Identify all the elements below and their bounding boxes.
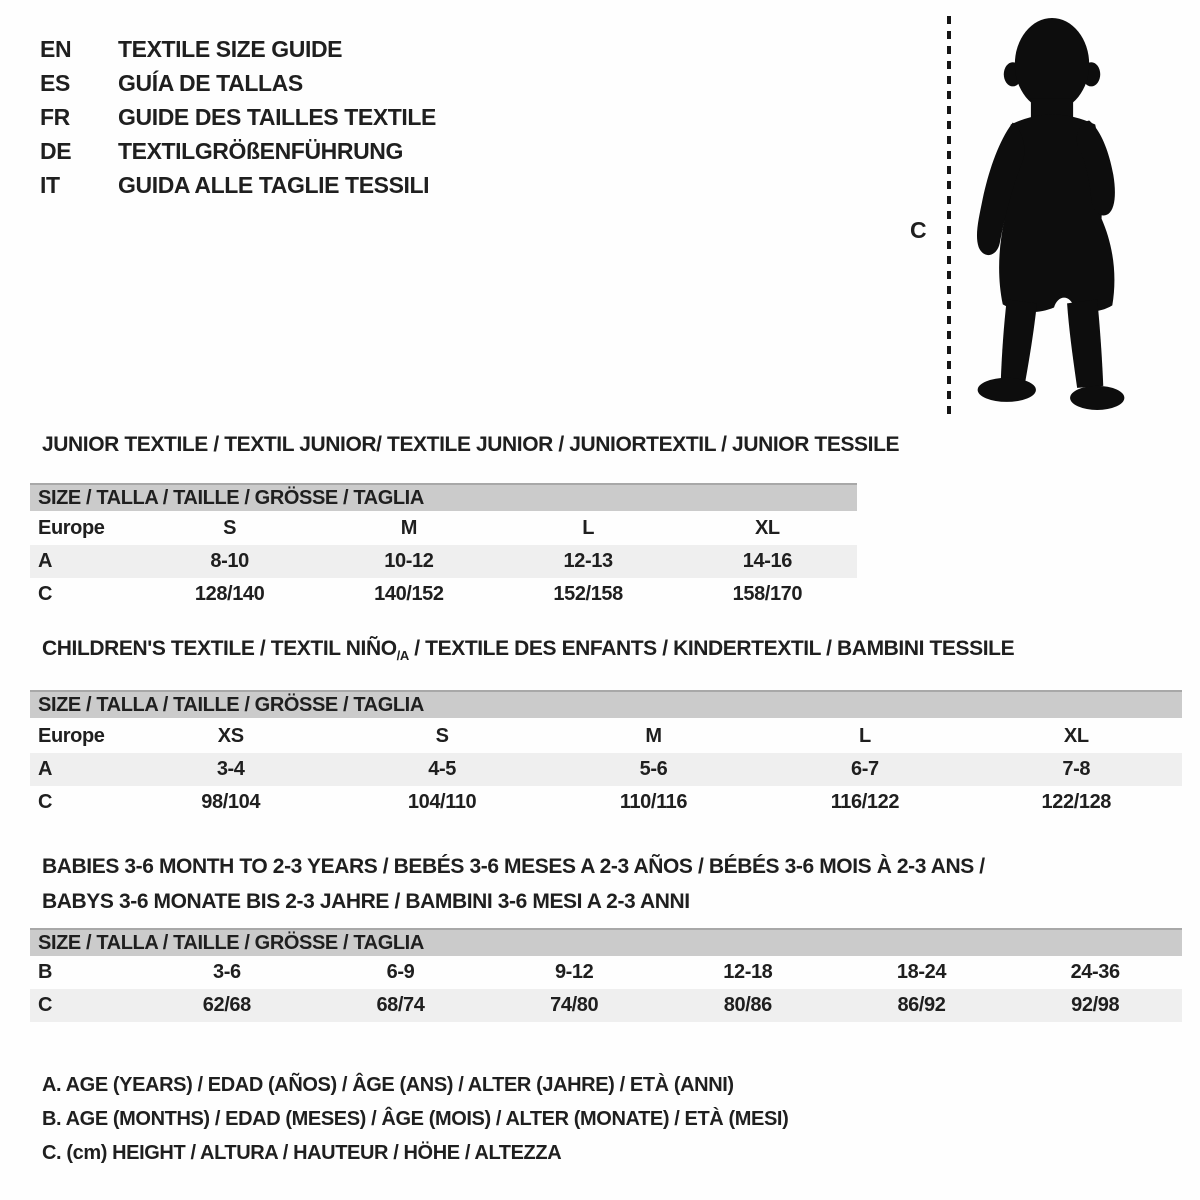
table-cell: 152/158	[553, 583, 623, 605]
junior-size-header: SIZE / TALLA / TAILLE / GRÖSSE / TAGLIA	[30, 483, 857, 511]
table-cell: 140/152	[374, 583, 444, 605]
children-size-header: SIZE / TALLA / TAILLE / GRÖSSE / TAGLIA	[30, 690, 1182, 718]
table-row	[30, 720, 1182, 753]
table-cell: 98/104	[201, 791, 261, 813]
row-label: C	[38, 994, 53, 1016]
language-code: ES	[40, 69, 70, 96]
babies-size-header: SIZE / TALLA / TAILLE / GRÖSSE / TAGLIA	[30, 928, 1182, 956]
table-cell: 122/128	[1041, 791, 1112, 813]
table-cell: S	[435, 725, 449, 747]
guide-title: GUIDA ALLE TAGLIE TESSILI	[118, 171, 430, 198]
junior-section-title: JUNIOR TEXTILE / TEXTIL JUNIOR/ TEXTILE JUNIOR / JUNIORTEXTIL / JUNIOR TESSILE	[42, 433, 900, 456]
table-cell: 24-36	[1070, 961, 1120, 983]
table-cell: 128/140	[194, 583, 265, 605]
junior-size-table	[30, 512, 857, 611]
table-row	[30, 989, 1182, 1022]
language-row	[40, 134, 436, 168]
table-cell: 74/80	[550, 994, 599, 1016]
table-cell: XL	[754, 517, 780, 539]
legend-line-height: C. (cm) HEIGHT / ALTURA / HAUTEUR / HÖHE / ALTEZZA	[42, 1141, 562, 1164]
legend-line-age-years: A. AGE (YEARS) / EDAD (AÑOS) / ÂGE (ANS) / ALTER (JAHRE) / ETÀ (ANNI)	[42, 1073, 734, 1096]
language-row	[40, 32, 436, 66]
guide-title: GUÍA DE TALLAS	[118, 69, 303, 96]
table-cell: 6-7	[851, 758, 879, 780]
table-cell: L	[858, 725, 871, 747]
table-cell: M	[645, 725, 662, 747]
table-cell: 9-12	[554, 961, 594, 983]
row-label: C	[38, 791, 53, 813]
table-cell: 5-6	[639, 758, 668, 780]
table-cell: 12-13	[563, 550, 613, 572]
babies-section-title	[42, 849, 985, 919]
table-cell: 7-8	[1062, 758, 1091, 780]
guide-title: GUIDE DES TAILLES TEXTILE	[118, 103, 436, 130]
table-cell: 92/98	[1071, 994, 1120, 1016]
row-label: B	[38, 961, 53, 983]
table-cell: 62/68	[202, 994, 251, 1016]
row-label: Europe	[38, 517, 105, 539]
table-cell: 18-24	[896, 961, 947, 983]
guide-title: TEXTILGRÖßENFÜHRUNG	[118, 137, 403, 164]
row-label: Europe	[38, 725, 105, 747]
babies-size-table	[30, 956, 1182, 1022]
table-row	[30, 512, 857, 545]
legend-line-age-months: B. AGE (MONTHS) / EDAD (MESES) / ÂGE (MOIS) / ALTER (MONATE) / ETÀ (MESI)	[42, 1107, 789, 1130]
table-cell: 158/170	[732, 583, 803, 605]
table-cell: 14-16	[742, 550, 792, 572]
table-cell: XS	[217, 725, 244, 747]
language-row	[40, 168, 436, 202]
children-title-subscript: /A	[396, 648, 409, 663]
children-section-title	[42, 637, 1014, 663]
table-cell: XL	[1063, 725, 1089, 747]
table-row	[30, 753, 1182, 786]
table-cell: 4-5	[428, 758, 456, 780]
table-cell: 86/92	[897, 994, 946, 1016]
table-cell: 68/74	[376, 994, 425, 1016]
language-code: EN	[40, 35, 72, 62]
babies-title-line2: BABYS 3-6 MONATE BIS 2-3 JAHRE / BAMBINI 3-6 MESI A 2-3 ANNI	[42, 890, 690, 913]
language-title-block	[40, 32, 436, 202]
table-row	[30, 786, 1182, 819]
table-cell: L	[582, 517, 595, 539]
language-row	[40, 100, 436, 134]
table-cell: 3-6	[212, 961, 241, 983]
row-label: A	[38, 758, 53, 780]
language-code: DE	[40, 137, 72, 164]
language-row	[40, 66, 436, 100]
babies-title-line1: BABIES 3-6 MONTH TO 2-3 YEARS / BEBÉS 3-6 MESES A 2-3 AÑOS / BÉBÉS 3-6 MOIS À 2-3 ANS /	[42, 855, 985, 878]
children-size-table	[30, 720, 1182, 819]
height-measure-label: C	[910, 217, 927, 243]
table-row	[30, 545, 857, 578]
table-cell: 12-18	[723, 961, 773, 983]
table-cell: M	[400, 517, 417, 539]
children-title-suffix: / TEXTILE DES ENFANTS / KINDERTEXTIL / BAMBINI TESSILE	[408, 637, 1015, 660]
table-cell: S	[223, 517, 237, 539]
language-code: FR	[40, 103, 70, 130]
table-cell: 10-12	[384, 550, 434, 572]
table-cell: 3-4	[216, 758, 245, 780]
row-label: A	[38, 550, 53, 572]
table-cell: 6-9	[386, 961, 415, 983]
measure-legend	[42, 1068, 788, 1170]
table-cell: 104/110	[407, 791, 477, 813]
guide-title: TEXTILE SIZE GUIDE	[118, 35, 343, 62]
language-code: IT	[40, 171, 60, 198]
table-row	[30, 956, 1182, 989]
row-label: C	[38, 583, 53, 605]
table-row	[30, 578, 857, 611]
height-measure-dashed-line	[947, 16, 951, 418]
table-cell: 80/86	[723, 994, 772, 1016]
children-title-prefix: CHILDREN'S TEXTILE / TEXTIL NIÑO	[42, 637, 397, 660]
toddler-silhouette-icon	[960, 12, 1142, 422]
table-cell: 110/116	[619, 791, 688, 813]
table-cell: 8-10	[210, 550, 249, 572]
table-cell: 116/122	[830, 791, 900, 813]
